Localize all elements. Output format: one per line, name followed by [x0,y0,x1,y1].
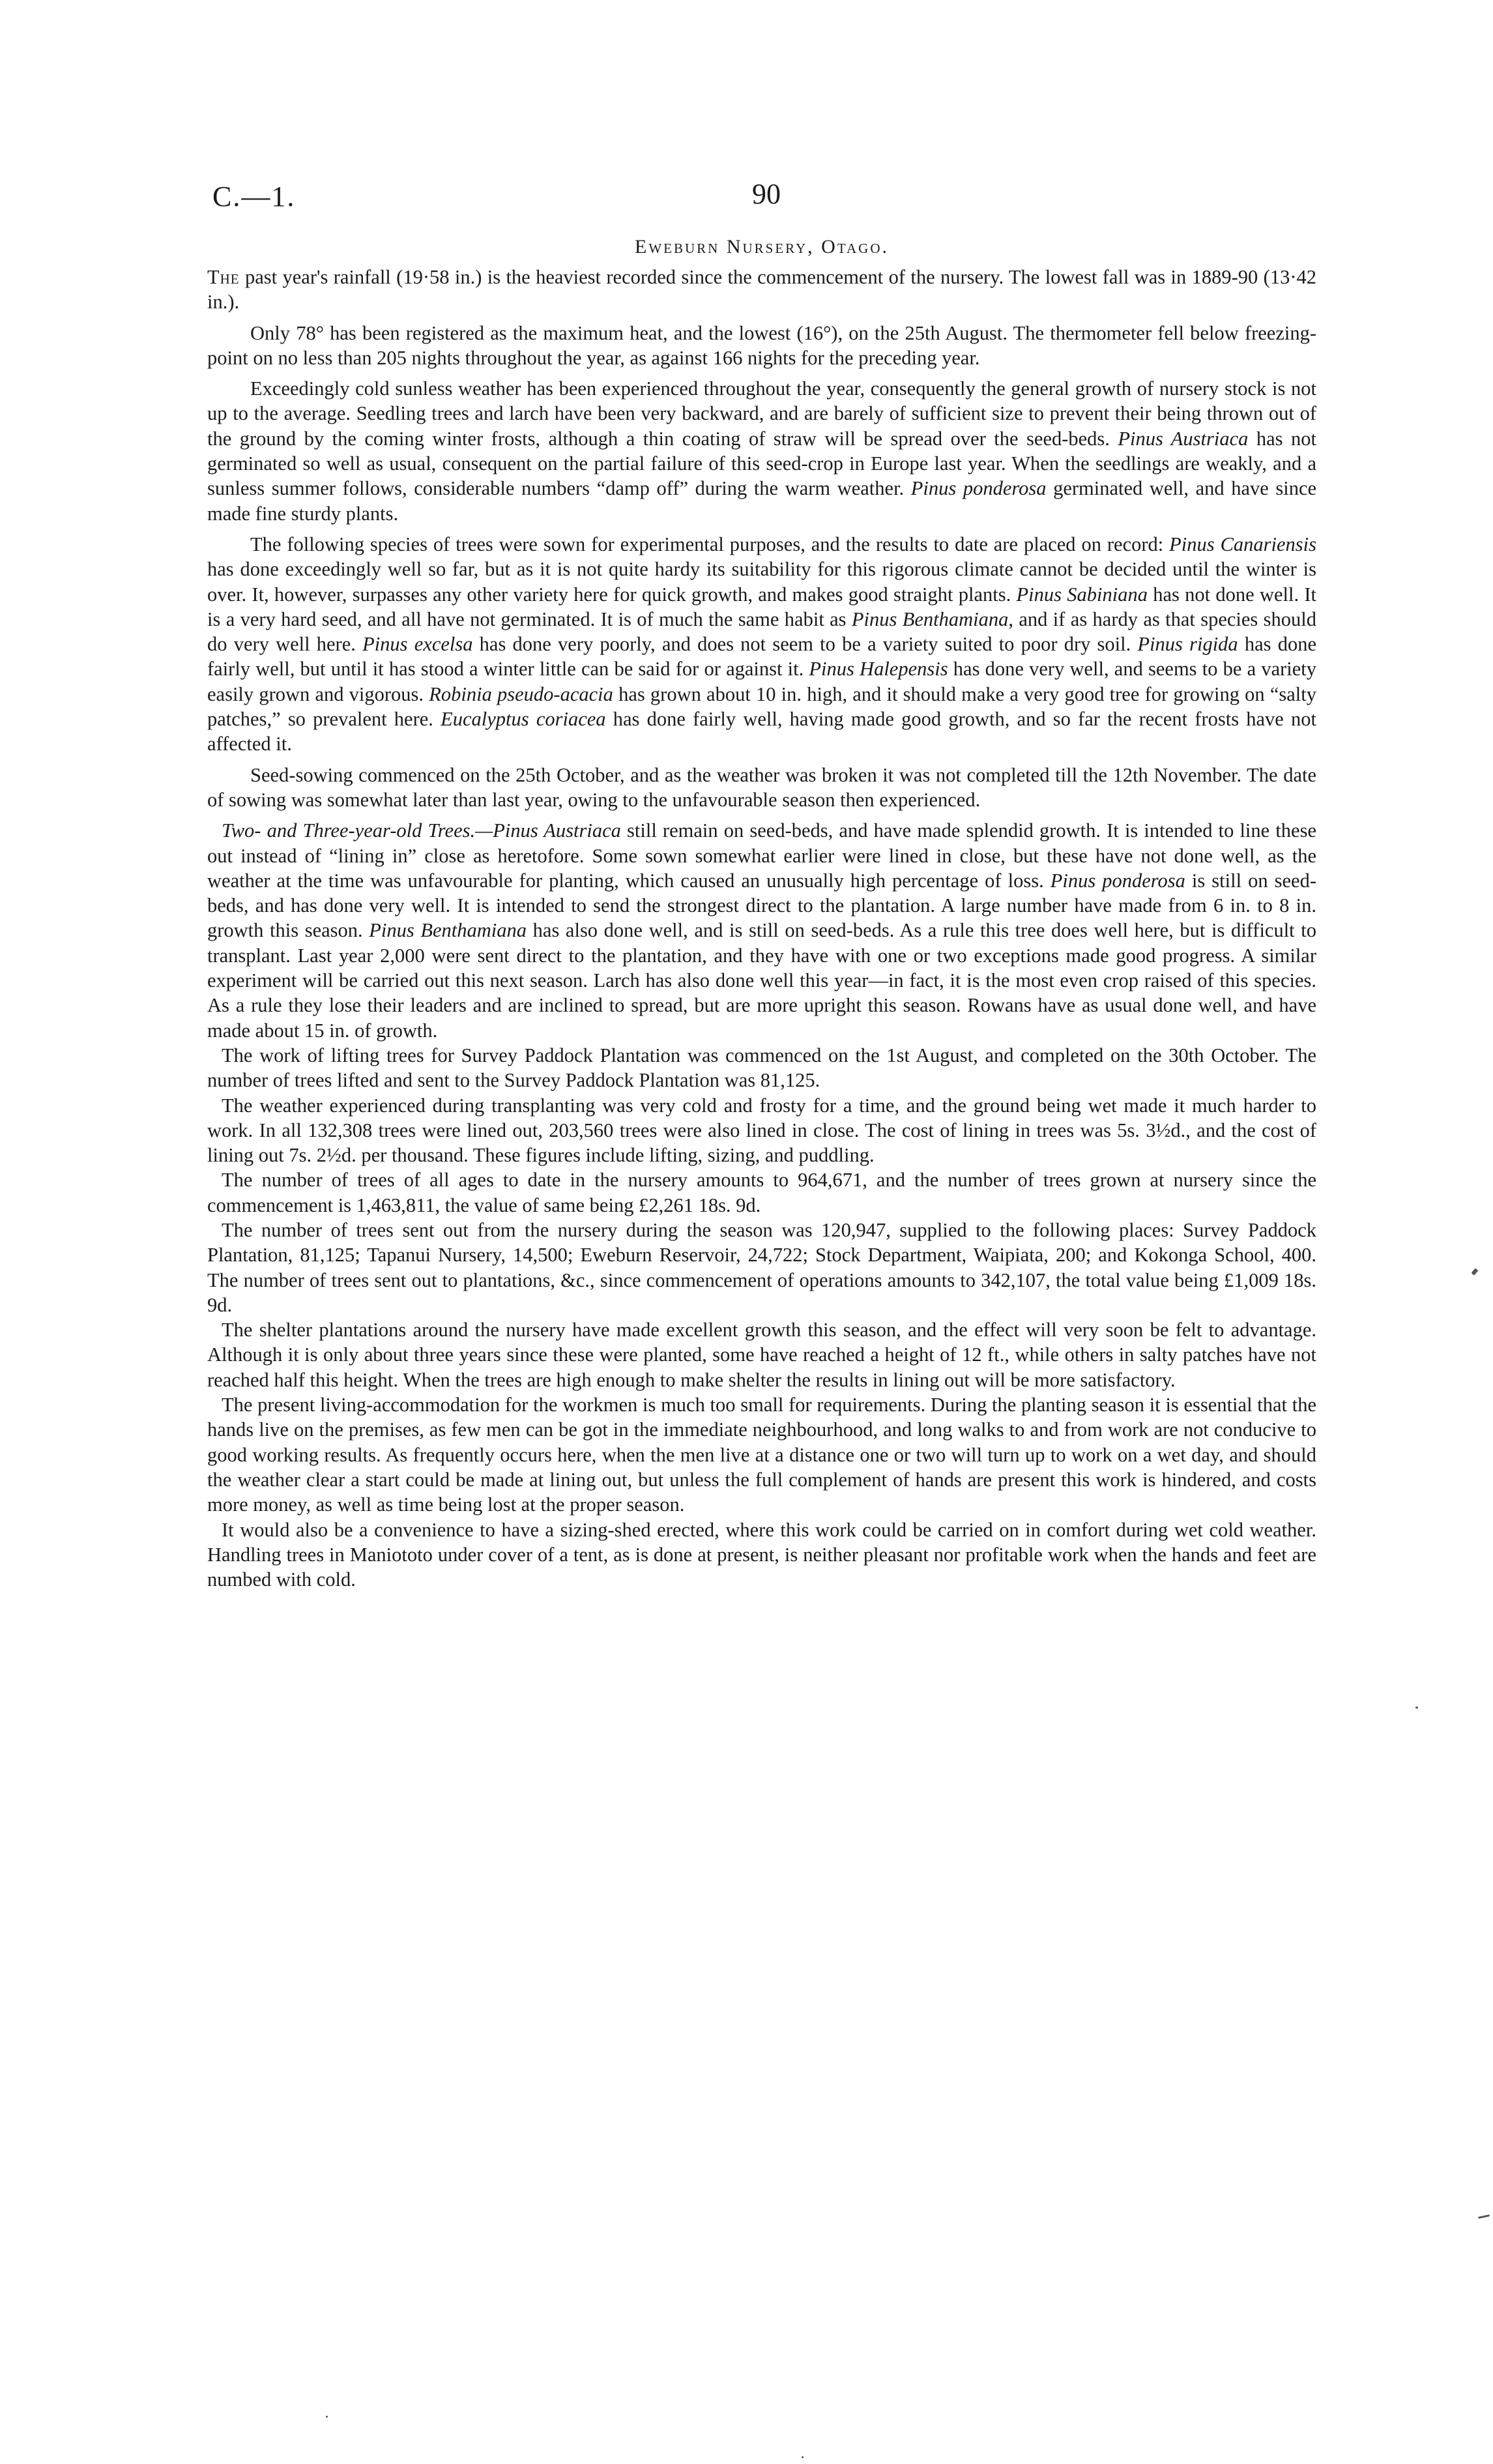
paragraph [207,1218,1316,1317]
scan-mark [1478,2214,1490,2219]
paragraph [207,376,1316,526]
text-run: has also done well, and is still on seed-beds. As a rule this tree does well here, but is difficult to transplant. Last year 2,000 were sent direct to the plantation, and they have with one or two exceptions made good progress. A similar experiment will be carried out this next season. Larch has also done well this year—in fact, it is the most even crop raised of this species. As a rule they lose their leaders and are inclined to spread, but are more upright this season. Rowans have as usual done well, and have made about 15 in. of growth. [207,919,1316,1042]
scan-mark [802,2456,804,2458]
italic-text: Eucalyptus coriacea [441,708,606,731]
text-run: has not germinated so well as usual, consequent on the partial failure of this seed-crop in Europe last year. When the seedlings are weakly, and a sunless summer follows, considerable numbers “damp off” during the warm weather. [207,427,1317,500]
lead-word: The [207,266,240,288]
paragraph [207,532,1316,757]
italic-text: Pinus ponderosa [1050,869,1185,892]
text-run: germinated well, and have since made fine sturdy plants. [207,477,1317,525]
text-run: It would also be a convenience to have a sizing-shed erected, where this work could be carried on in comfort during wet cold weather. Handling trees in Maniototo under cover of a tent, as is done at present, is neither pleasant nor profitable work when the hands and feet are numbed with cold. [207,1518,1316,1591]
italic-text: Pinus ponderosa [910,477,1047,500]
paragraph [207,763,1316,813]
scan-mark [1415,1707,1418,1709]
text-run: The number of trees of all ages to date in the nursery amounts to 964,671, and the number of trees grown at nursery since the commencement is 1,463,811, the value of same being £2,261 18s. 9d. [207,1169,1316,1216]
text-run: has done exceedingly well so far, but as it is not quite hardy its suitability for this rigorous climate cannot be decided until the winter is over. It, however, surpasses any other variety here for quick growth, and makes good straight plants. [207,558,1316,606]
scan-mark [326,2416,328,2418]
italic-text: Pinus Austriaca [1118,427,1249,450]
document-page [207,175,1316,1592]
text-run: Seed-sowing commenced on the 25th October, and as the weather was broken it was not completed till the 12th November. The date of sowing was somewhat later than last year, owing to the unfavourable season then experienced. [207,763,1316,811]
paragraph [207,265,1316,315]
text-run: The work of lifting trees for Survey Paddock Plantation was commenced on the 1st August, and completed on the 30th October. The number of trees lifted and sent to the Survey Paddock Plantation was 81,125. [207,1044,1316,1092]
italic-text: Pinus Sabiniana [1016,583,1148,606]
paragraph [207,1518,1316,1592]
text-run: is still on seed-beds, and has done very well. It is intended to send the strongest direct to the plantation. A large number have made from 6 in. to 8 in. growth this season. [207,869,1316,942]
paragraph [207,1392,1316,1517]
section-title: Eweburn Nursery, Otago. [635,236,889,257]
italic-text: Pinus Benthamiana [369,919,527,942]
text-run: The number of trees sent out from the nursery during the season was 120,947, supplied to the following places: Survey Paddock Plantation, 81,125; Tapanui Nursery, 14,500; Eweburn Reservoir, 24,722; Stock Department, Waipiata, 200; and Kokonga School, 400. The number of trees sent out to plantations, &c., since commencement of operations amounts to 342,107, the total value being £1,009 18s. 9d. [207,1218,1316,1316]
paragraph [207,1167,1316,1218]
italic-text: Pinus Benthamiana [851,608,1009,630]
page-header [207,175,1316,227]
text-run: The shelter plantations around the nursery have made excellent growth this season, and the effect will very soon be felt to advantage. Although it is only about three years since these were planted, some have reached a height of 12 ft., while others in salty patches have not reached half this height. When the trees are high enough to make shelter the results in lining out will be more satisfactory. [207,1319,1316,1391]
paragraph [207,1093,1316,1168]
text-run: has not done well. It is a very hard seed, and all have not germinated. It is of much the same habit as [207,583,1317,630]
paragraph [207,818,1316,1043]
text-run: still remain on seed-beds, and have made splendid growth. It is intended to line these out instead of “lining in” close as heretofore. Some sown somewhat earlier were lined in close, but these have not done well, as the weather at the time was unfavourable for planting, which caused an unusually high percentage of loss. [207,819,1316,892]
text-run: has done fairly well, having made good growth, and so far the recent frosts have not affected it. [207,708,1317,755]
document-code: C.—1. [212,181,296,213]
italic-text: Pinus rigida [1137,633,1238,656]
italic-text: Pinus Canariensis [1169,533,1317,555]
text-run: The weather experienced during transplanting was very cold and frosty for a time, and the ground being wet made it much harder to work. In all 132,308 trees were lined out, 203,560 trees were also lined in close. The cost of lining in trees was 5s. 3½d., and the cost of lining out 7s. 2½d. per thousand. These figures include lifting, sizing, and puddling. [207,1094,1316,1167]
italic-text: Pinus excelsa [362,633,473,656]
text-run: The following species of trees were sown for experimental purposes, and the results to date are placed on record: [250,533,1170,555]
italic-text: Two- and Three-year-old Trees.—Pinus Austriaca [222,819,621,842]
text-run: has done very poorly, and does not seem to be a variety suited to poor dry soil. [472,633,1138,656]
italic-text: Pinus Halepensis [809,658,948,681]
text-run: Only 78° has been registered as the maximum heat, and the lowest (16°), on the 25th August. The thermometer fell below freezing-point on no less than 205 nights throughout the year, as against 166 nights for the preceding year. [207,321,1316,369]
text-run: The present living-accommodation for the workmen is much too small for requirements. During the planting season it is essential that the hands live on the premises, as few men can be got in the immediate neighbourhood, and long walks to and from work are not conducive to good working results. As frequently occurs here, when the men live at a distance one or two will turn up to work on a wet day, and should the weather clear a start could be made at lining out, but unless the full complement of hands are present this work is hindered, and costs more money, as well as time being lost at the proper season. [207,1394,1316,1516]
text-run: has done fairly well, but until it has stood a winter little can be said for or against it. [207,633,1317,681]
paragraph [207,1317,1316,1392]
scan-mark [1471,1268,1478,1276]
paragraph [207,1043,1316,1093]
text-run: has done very well, and seems to be a variety easily grown and vigorous. [207,658,1317,705]
italic-text: Robinia pseudo-acacia [429,682,613,705]
text-run: , and if as hardy as that species should do very well here. [207,608,1316,656]
body-text [207,265,1316,1592]
text-run: has grown about 10 in. high, and it should make a very good tree for growing on “salty patches,” so prevalent here. [207,682,1316,731]
page-number: 90 [752,178,781,210]
text-run: past year's rainfall (19·58 in.) is the heaviest recorded since the commencement of the nursery. The lowest fall was in 1889-90 (13·42 in.). [207,266,1316,314]
paragraph [207,321,1316,371]
text-run: Exceedingly cold sunless weather has been experienced throughout the year, consequently the general growth of nursery stock is not up to the average. Seedling trees and larch have been very backward, and are barely of sufficient size to prevent their being thrown out of the ground by the coming winter frosts, although a thin coating of straw will be spread over the seed-beds. [207,377,1316,450]
